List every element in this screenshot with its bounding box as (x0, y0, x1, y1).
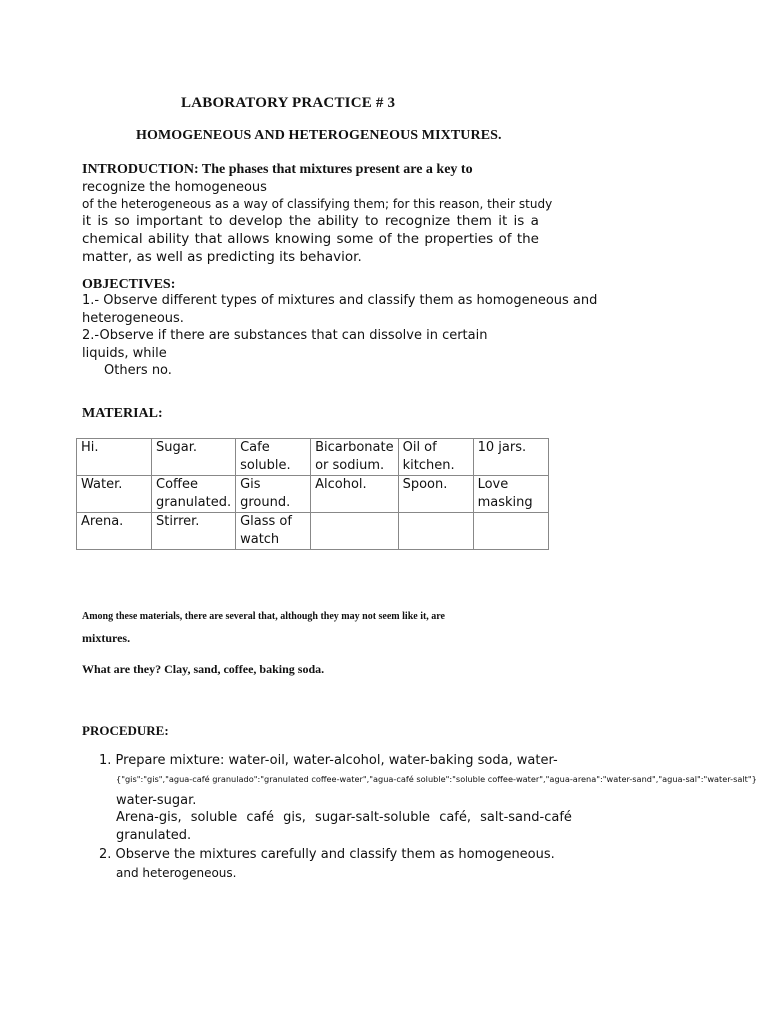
table-cell (473, 513, 548, 550)
table-cell: Coffee granulated. (152, 476, 236, 513)
table-row (77, 439, 549, 476)
procedure-step-1-inline-json: {"gis":"gis","agua-café granulado":"granulated coffee-water","agua-café soluble":"soluble coffee-water","agua-arena":"water-sand","agua-sal":"water-salt"} (116, 774, 757, 784)
table-cell: Water. (77, 476, 152, 513)
table-cell: Bicarbonate or sodium. (311, 439, 399, 476)
introduction-line: matter, as well as predicting its behavior. (82, 249, 362, 265)
introduction-line: chemical ability that allows knowing some of the properties of the (82, 231, 539, 247)
procedure-heading: PROCEDURE: (82, 723, 169, 738)
table-cell: Glass of watch (236, 513, 311, 550)
materials-table (76, 438, 549, 550)
question-answer: What are they? Clay, sand, coffee, baking soda. (82, 662, 325, 676)
table-cell: Sugar. (152, 439, 236, 476)
procedure-step-1-continued: Arena-gis, soluble café gis, sugar-salt-soluble café, salt-sand-café (116, 810, 572, 825)
objectives-line: heterogeneous. (82, 311, 184, 326)
table-cell: 10 jars. (473, 439, 548, 476)
objectives-line: 2.-Observe if there are substances that can dissolve in certain (82, 328, 488, 343)
introduction-heading: INTRODUCTION: The phases that mixtures present are a key to (82, 162, 473, 177)
procedure-step-1: 1. Prepare mixture: water-oil, water-alcohol, water-baking soda, water- (99, 753, 558, 768)
materials-note: Among these materials, there are several that, although they may not seem like it, are (82, 611, 445, 622)
table-cell: Cafe soluble. (236, 439, 311, 476)
table-cell: Hi. (77, 439, 152, 476)
table-cell (311, 513, 399, 550)
objectives-heading: OBJECTIVES: (82, 277, 176, 292)
page-title: LABORATORY PRACTICE # 3 (181, 95, 396, 111)
objectives-line: 1.- Observe different types of mixtures and classify them as homogeneous and (82, 293, 598, 308)
table-cell: Oil of kitchen. (398, 439, 473, 476)
table-cell (398, 513, 473, 550)
procedure-step-1-continued: water-sugar. (116, 793, 197, 808)
procedure-step-1-continued: granulated. (116, 828, 192, 843)
table-cell: Arena. (77, 513, 152, 550)
procedure-step-2-continued: and heterogeneous. (116, 866, 237, 880)
table-cell: Love masking (473, 476, 548, 513)
procedure-step-2: 2. Observe the mixtures carefully and classify them as homogeneous. (99, 847, 555, 862)
material-heading: MATERIAL: (82, 406, 163, 421)
page-subtitle: HOMOGENEOUS AND HETEROGENEOUS MIXTURES. (136, 128, 502, 143)
introduction-line: it is so important to develop the ability to recognize them it is a (82, 213, 539, 229)
objectives-line: Others no. (104, 363, 172, 378)
table-row (77, 513, 549, 550)
table-cell: Alcohol. (311, 476, 399, 513)
introduction-line: recognize the homogeneous (82, 180, 267, 195)
introduction-line: of the heterogeneous as a way of classifying them; for this reason, their study (82, 197, 553, 211)
table-cell: Gis ground. (236, 476, 311, 513)
materials-note-continued: mixtures. (82, 631, 131, 645)
objectives-line: liquids, while (82, 346, 167, 361)
table-cell: Spoon. (398, 476, 473, 513)
table-cell: Stirrer. (152, 513, 236, 550)
table-row (77, 476, 549, 513)
